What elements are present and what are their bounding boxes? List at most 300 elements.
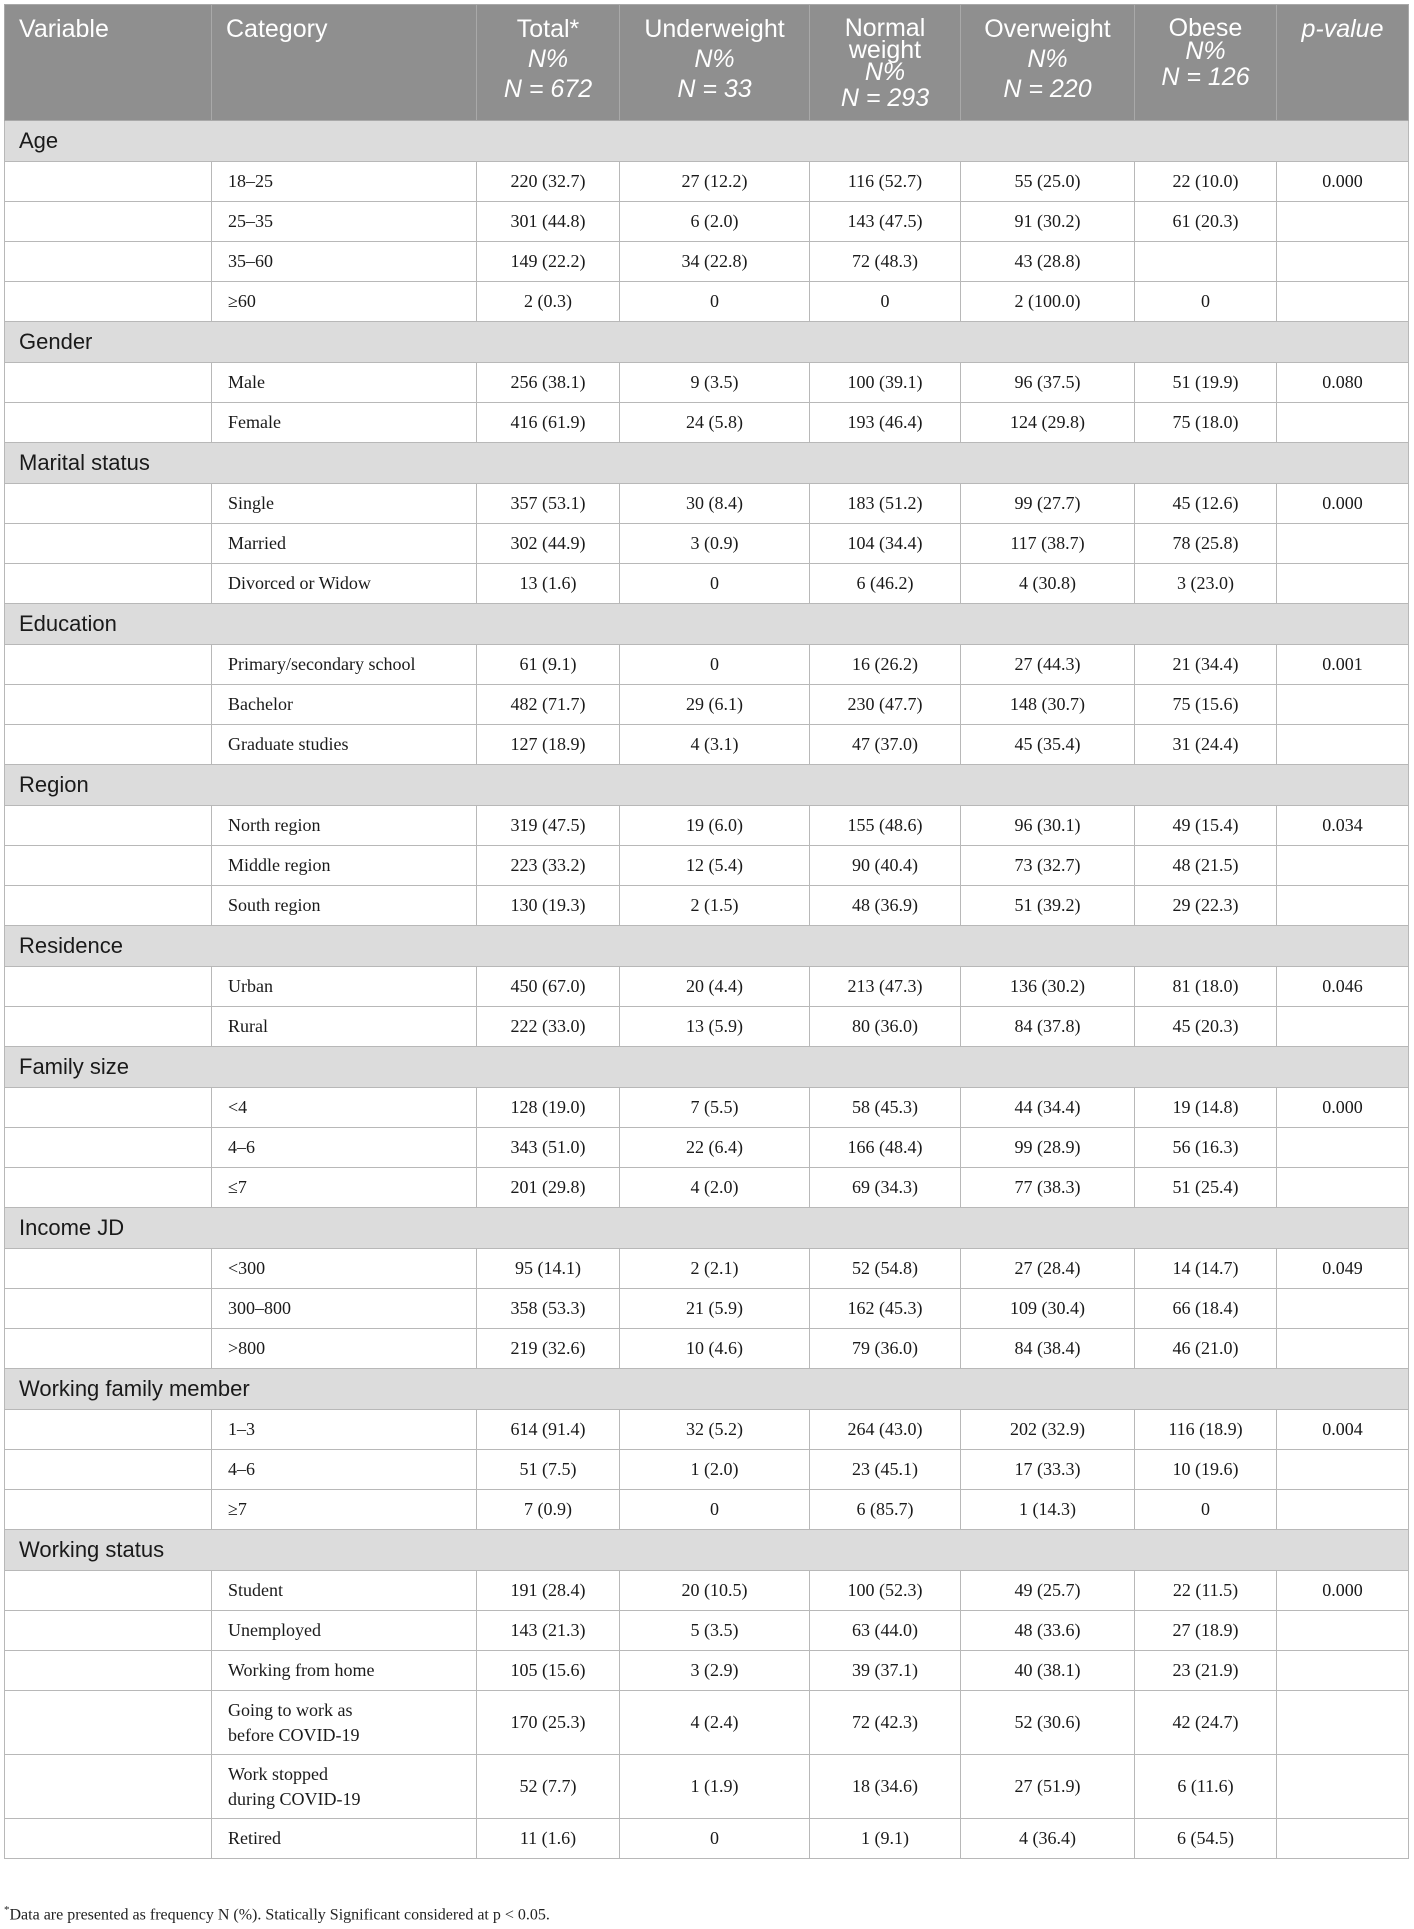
category-label: Middle region bbox=[228, 855, 331, 875]
obese-cell: 75 (18.0) bbox=[1135, 403, 1277, 443]
p-value-cell: 0.001 bbox=[1277, 645, 1409, 685]
category-label: ≥60 bbox=[228, 291, 256, 311]
p-value-cell: 0.034 bbox=[1277, 806, 1409, 846]
overweight-cell: 52 (30.6) bbox=[961, 1691, 1135, 1755]
section-label: Working status bbox=[5, 1530, 1409, 1571]
table-row bbox=[5, 1450, 1409, 1490]
section-row bbox=[5, 121, 1409, 162]
category-cell bbox=[212, 1611, 477, 1651]
p-value-cell bbox=[1277, 1007, 1409, 1047]
table-row bbox=[5, 1819, 1409, 1859]
obese-cell: 81 (18.0) bbox=[1135, 967, 1277, 1007]
table-row bbox=[5, 1691, 1409, 1755]
variable-cell bbox=[5, 282, 212, 322]
overweight-cell: 43 (28.8) bbox=[961, 242, 1135, 282]
total-cell: 11 (1.6) bbox=[477, 1819, 620, 1859]
header-normal-weight: Normal weight N% N = 293 bbox=[810, 5, 961, 121]
total-cell: 219 (32.6) bbox=[477, 1329, 620, 1369]
overweight-cell: 51 (39.2) bbox=[961, 886, 1135, 926]
normal-weight-cell: 100 (52.3) bbox=[810, 1571, 961, 1611]
header-variable: Variable bbox=[5, 5, 212, 121]
p-value-cell bbox=[1277, 1819, 1409, 1859]
underweight-cell: 0 bbox=[620, 1819, 810, 1859]
variable-cell bbox=[5, 1289, 212, 1329]
total-cell: 450 (67.0) bbox=[477, 967, 620, 1007]
normal-weight-cell: 72 (42.3) bbox=[810, 1691, 961, 1755]
section-label: Family size bbox=[5, 1047, 1409, 1088]
p-value-cell bbox=[1277, 1450, 1409, 1490]
total-cell: 358 (53.3) bbox=[477, 1289, 620, 1329]
category-label: 25–35 bbox=[228, 211, 273, 231]
obese-cell: 0 bbox=[1135, 282, 1277, 322]
category-cell bbox=[212, 1490, 477, 1530]
variable-cell bbox=[5, 886, 212, 926]
section-label: Education bbox=[5, 604, 1409, 645]
category-cell bbox=[212, 967, 477, 1007]
variable-cell bbox=[5, 162, 212, 202]
underweight-cell: 29 (6.1) bbox=[620, 685, 810, 725]
p-value-cell bbox=[1277, 685, 1409, 725]
overweight-cell: 99 (27.7) bbox=[961, 484, 1135, 524]
obese-cell: 3 (23.0) bbox=[1135, 564, 1277, 604]
p-value-cell bbox=[1277, 1755, 1409, 1819]
total-cell: 256 (38.1) bbox=[477, 363, 620, 403]
underweight-cell: 10 (4.6) bbox=[620, 1329, 810, 1369]
category-label: 1–3 bbox=[228, 1419, 255, 1439]
section-row bbox=[5, 765, 1409, 806]
underweight-cell: 4 (2.0) bbox=[620, 1168, 810, 1208]
obese-cell: 78 (25.8) bbox=[1135, 524, 1277, 564]
obese-cell: 6 (54.5) bbox=[1135, 1819, 1277, 1859]
category-label: <4 bbox=[228, 1097, 248, 1117]
section-row bbox=[5, 604, 1409, 645]
total-cell: 223 (33.2) bbox=[477, 846, 620, 886]
total-cell: 220 (32.7) bbox=[477, 162, 620, 202]
section-row bbox=[5, 1208, 1409, 1249]
total-cell: 7 (0.9) bbox=[477, 1490, 620, 1530]
section-label: Income JD bbox=[5, 1208, 1409, 1249]
underweight-cell: 0 bbox=[620, 1490, 810, 1530]
table-row bbox=[5, 363, 1409, 403]
category-label: Retired bbox=[228, 1828, 281, 1848]
obese-cell: 61 (20.3) bbox=[1135, 202, 1277, 242]
footnote bbox=[4, 1904, 550, 1924]
section-label: Age bbox=[5, 121, 1409, 162]
category-label: Student bbox=[228, 1580, 284, 1600]
p-value-cell bbox=[1277, 524, 1409, 564]
underweight-cell: 21 (5.9) bbox=[620, 1289, 810, 1329]
normal-weight-cell: 69 (34.3) bbox=[810, 1168, 961, 1208]
total-cell: 61 (9.1) bbox=[477, 645, 620, 685]
category-label: 4–6 bbox=[228, 1137, 255, 1157]
table-row bbox=[5, 967, 1409, 1007]
p-value-cell: 0.000 bbox=[1277, 1088, 1409, 1128]
table-row bbox=[5, 1571, 1409, 1611]
obese-cell: 10 (19.6) bbox=[1135, 1450, 1277, 1490]
table-row bbox=[5, 1410, 1409, 1450]
p-value-cell bbox=[1277, 1289, 1409, 1329]
table-row bbox=[5, 685, 1409, 725]
category-cell bbox=[212, 1088, 477, 1128]
normal-weight-cell: 213 (47.3) bbox=[810, 967, 961, 1007]
underweight-cell: 0 bbox=[620, 564, 810, 604]
underweight-cell: 30 (8.4) bbox=[620, 484, 810, 524]
underweight-cell: 4 (2.4) bbox=[620, 1691, 810, 1755]
normal-weight-cell: 58 (45.3) bbox=[810, 1088, 961, 1128]
table-row bbox=[5, 1490, 1409, 1530]
section-row bbox=[5, 322, 1409, 363]
total-cell: 2 (0.3) bbox=[477, 282, 620, 322]
overweight-cell: 27 (51.9) bbox=[961, 1755, 1135, 1819]
category-cell bbox=[212, 685, 477, 725]
variable-cell bbox=[5, 1128, 212, 1168]
underweight-cell: 22 (6.4) bbox=[620, 1128, 810, 1168]
table-row bbox=[5, 1168, 1409, 1208]
underweight-cell: 24 (5.8) bbox=[620, 403, 810, 443]
underweight-cell: 1 (2.0) bbox=[620, 1450, 810, 1490]
variable-cell bbox=[5, 363, 212, 403]
total-cell: 191 (28.4) bbox=[477, 1571, 620, 1611]
section-row bbox=[5, 443, 1409, 484]
normal-weight-cell: 166 (48.4) bbox=[810, 1128, 961, 1168]
table-row bbox=[5, 886, 1409, 926]
overweight-cell: 55 (25.0) bbox=[961, 162, 1135, 202]
category-label: South region bbox=[228, 895, 321, 915]
overweight-cell: 48 (33.6) bbox=[961, 1611, 1135, 1651]
obese-cell: 22 (10.0) bbox=[1135, 162, 1277, 202]
category-label: Female bbox=[228, 412, 281, 432]
obese-cell: 45 (20.3) bbox=[1135, 1007, 1277, 1047]
p-value-cell: 0.004 bbox=[1277, 1410, 1409, 1450]
total-cell: 343 (51.0) bbox=[477, 1128, 620, 1168]
variable-cell bbox=[5, 242, 212, 282]
category-label: Primary/secondary school bbox=[228, 654, 416, 674]
normal-weight-cell: 79 (36.0) bbox=[810, 1329, 961, 1369]
data-table bbox=[4, 4, 1409, 1859]
variable-cell bbox=[5, 725, 212, 765]
normal-weight-cell: 23 (45.1) bbox=[810, 1450, 961, 1490]
section-label: Gender bbox=[5, 322, 1409, 363]
table-wrapper bbox=[4, 4, 1408, 1859]
normal-weight-cell: 116 (52.7) bbox=[810, 162, 961, 202]
variable-cell bbox=[5, 1329, 212, 1369]
normal-weight-cell: 100 (39.1) bbox=[810, 363, 961, 403]
section-row bbox=[5, 1369, 1409, 1410]
obese-cell: 14 (14.7) bbox=[1135, 1249, 1277, 1289]
underweight-cell: 6 (2.0) bbox=[620, 202, 810, 242]
total-cell: 170 (25.3) bbox=[477, 1691, 620, 1755]
obese-cell bbox=[1135, 242, 1277, 282]
obese-cell: 42 (24.7) bbox=[1135, 1691, 1277, 1755]
total-cell: 482 (71.7) bbox=[477, 685, 620, 725]
obese-cell: 19 (14.8) bbox=[1135, 1088, 1277, 1128]
p-value-cell: 0.049 bbox=[1277, 1249, 1409, 1289]
table-row bbox=[5, 282, 1409, 322]
total-cell: 128 (19.0) bbox=[477, 1088, 620, 1128]
variable-cell bbox=[5, 1249, 212, 1289]
category-label: 35–60 bbox=[228, 251, 273, 271]
section-label: Working family member bbox=[5, 1369, 1409, 1410]
p-value-cell: 0.000 bbox=[1277, 1571, 1409, 1611]
obese-cell: 51 (25.4) bbox=[1135, 1168, 1277, 1208]
normal-weight-cell: 0 bbox=[810, 282, 961, 322]
total-cell: 130 (19.3) bbox=[477, 886, 620, 926]
table-row bbox=[5, 846, 1409, 886]
normal-weight-cell: 1 (9.1) bbox=[810, 1819, 961, 1859]
category-label-line2: during COVID-19 bbox=[228, 1788, 361, 1809]
table-row bbox=[5, 484, 1409, 524]
category-cell bbox=[212, 524, 477, 564]
total-cell: 13 (1.6) bbox=[477, 564, 620, 604]
p-value-cell: 0.080 bbox=[1277, 363, 1409, 403]
category-cell bbox=[212, 282, 477, 322]
normal-weight-cell: 48 (36.9) bbox=[810, 886, 961, 926]
overweight-cell: 84 (37.8) bbox=[961, 1007, 1135, 1047]
p-value-cell bbox=[1277, 725, 1409, 765]
normal-weight-cell: 6 (46.2) bbox=[810, 564, 961, 604]
p-value-cell bbox=[1277, 1691, 1409, 1755]
underweight-cell: 2 (2.1) bbox=[620, 1249, 810, 1289]
p-value-cell bbox=[1277, 1128, 1409, 1168]
table-row bbox=[5, 1329, 1409, 1369]
obese-cell: 31 (24.4) bbox=[1135, 725, 1277, 765]
total-cell: 149 (22.2) bbox=[477, 242, 620, 282]
category-cell bbox=[212, 484, 477, 524]
overweight-cell: 84 (38.4) bbox=[961, 1329, 1135, 1369]
normal-weight-cell: 104 (34.4) bbox=[810, 524, 961, 564]
section-row bbox=[5, 1047, 1409, 1088]
category-cell bbox=[212, 564, 477, 604]
total-cell: 302 (44.9) bbox=[477, 524, 620, 564]
total-cell: 222 (33.0) bbox=[477, 1007, 620, 1047]
underweight-cell: 19 (6.0) bbox=[620, 806, 810, 846]
variable-cell bbox=[5, 1088, 212, 1128]
category-cell bbox=[212, 1651, 477, 1691]
normal-weight-cell: 39 (37.1) bbox=[810, 1651, 961, 1691]
category-label: Divorced or Widow bbox=[228, 573, 371, 593]
category-label: Married bbox=[228, 533, 286, 553]
overweight-cell: 27 (44.3) bbox=[961, 645, 1135, 685]
category-cell bbox=[212, 1289, 477, 1329]
header-overweight: Overweight N% N = 220 bbox=[961, 5, 1135, 121]
variable-cell bbox=[5, 1691, 212, 1755]
variable-cell bbox=[5, 645, 212, 685]
category-cell bbox=[212, 846, 477, 886]
variable-cell bbox=[5, 484, 212, 524]
category-cell bbox=[212, 1007, 477, 1047]
total-cell: 357 (53.1) bbox=[477, 484, 620, 524]
total-cell: 105 (15.6) bbox=[477, 1651, 620, 1691]
normal-weight-cell: 90 (40.4) bbox=[810, 846, 961, 886]
normal-weight-cell: 16 (26.2) bbox=[810, 645, 961, 685]
normal-weight-cell: 183 (51.2) bbox=[810, 484, 961, 524]
header-total: Total* N% N = 672 bbox=[477, 5, 620, 121]
header-p-value: p-value bbox=[1277, 5, 1409, 121]
category-cell bbox=[212, 725, 477, 765]
total-cell: 614 (91.4) bbox=[477, 1410, 620, 1450]
underweight-cell: 20 (4.4) bbox=[620, 967, 810, 1007]
normal-weight-cell: 47 (37.0) bbox=[810, 725, 961, 765]
category-label: Going to work as bbox=[228, 1699, 353, 1720]
overweight-cell: 96 (37.5) bbox=[961, 363, 1135, 403]
underweight-cell: 27 (12.2) bbox=[620, 162, 810, 202]
p-value-cell bbox=[1277, 242, 1409, 282]
category-label: Work stopped bbox=[228, 1763, 329, 1784]
variable-cell bbox=[5, 403, 212, 443]
underweight-cell: 32 (5.2) bbox=[620, 1410, 810, 1450]
variable-cell bbox=[5, 1819, 212, 1859]
variable-cell bbox=[5, 1651, 212, 1691]
obese-cell: 48 (21.5) bbox=[1135, 846, 1277, 886]
category-label: Urban bbox=[228, 976, 273, 996]
section-label: Region bbox=[5, 765, 1409, 806]
normal-weight-cell: 162 (45.3) bbox=[810, 1289, 961, 1329]
obese-cell: 75 (15.6) bbox=[1135, 685, 1277, 725]
obese-cell: 0 bbox=[1135, 1490, 1277, 1530]
table-row bbox=[5, 645, 1409, 685]
variable-cell bbox=[5, 1007, 212, 1047]
table-row bbox=[5, 1611, 1409, 1651]
obese-cell: 56 (16.3) bbox=[1135, 1128, 1277, 1168]
overweight-cell: 96 (30.1) bbox=[961, 806, 1135, 846]
normal-weight-cell: 18 (34.6) bbox=[810, 1755, 961, 1819]
category-label: Rural bbox=[228, 1016, 268, 1036]
obese-cell: 45 (12.6) bbox=[1135, 484, 1277, 524]
p-value-cell bbox=[1277, 886, 1409, 926]
category-label: ≤7 bbox=[228, 1177, 247, 1197]
normal-weight-cell: 80 (36.0) bbox=[810, 1007, 961, 1047]
header-underweight: Underweight N% N = 33 bbox=[620, 5, 810, 121]
obese-cell: 23 (21.9) bbox=[1135, 1651, 1277, 1691]
category-label: Single bbox=[228, 493, 275, 513]
category-label: 300–800 bbox=[228, 1298, 291, 1318]
overweight-cell: 136 (30.2) bbox=[961, 967, 1135, 1007]
table-row bbox=[5, 162, 1409, 202]
normal-weight-cell: 155 (48.6) bbox=[810, 806, 961, 846]
overweight-cell: 99 (28.9) bbox=[961, 1128, 1135, 1168]
table-row bbox=[5, 1755, 1409, 1819]
table-body bbox=[5, 121, 1409, 1859]
normal-weight-cell: 143 (47.5) bbox=[810, 202, 961, 242]
category-cell bbox=[212, 1571, 477, 1611]
category-label: Working from home bbox=[228, 1660, 375, 1680]
overweight-cell: 91 (30.2) bbox=[961, 202, 1135, 242]
table-row bbox=[5, 806, 1409, 846]
variable-cell bbox=[5, 846, 212, 886]
overweight-cell: 124 (29.8) bbox=[961, 403, 1135, 443]
category-label: ≥7 bbox=[228, 1499, 247, 1519]
section-label: Residence bbox=[5, 926, 1409, 967]
underweight-cell: 0 bbox=[620, 645, 810, 685]
normal-weight-cell: 264 (43.0) bbox=[810, 1410, 961, 1450]
category-cell bbox=[212, 162, 477, 202]
table-row bbox=[5, 1128, 1409, 1168]
overweight-cell: 2 (100.0) bbox=[961, 282, 1135, 322]
p-value-cell bbox=[1277, 202, 1409, 242]
total-cell: 143 (21.3) bbox=[477, 1611, 620, 1651]
total-cell: 319 (47.5) bbox=[477, 806, 620, 846]
overweight-cell: 73 (32.7) bbox=[961, 846, 1135, 886]
underweight-cell: 3 (2.9) bbox=[620, 1651, 810, 1691]
variable-cell bbox=[5, 1571, 212, 1611]
normal-weight-cell: 6 (85.7) bbox=[810, 1490, 961, 1530]
category-label: 18–25 bbox=[228, 171, 273, 191]
overweight-cell: 148 (30.7) bbox=[961, 685, 1135, 725]
category-cell bbox=[212, 1819, 477, 1859]
variable-cell bbox=[5, 524, 212, 564]
table-row bbox=[5, 524, 1409, 564]
table-header bbox=[5, 5, 1409, 121]
variable-cell bbox=[5, 1410, 212, 1450]
table-row bbox=[5, 564, 1409, 604]
obese-cell: 27 (18.9) bbox=[1135, 1611, 1277, 1651]
normal-weight-cell: 230 (47.7) bbox=[810, 685, 961, 725]
total-cell: 127 (18.9) bbox=[477, 725, 620, 765]
obese-cell: 29 (22.3) bbox=[1135, 886, 1277, 926]
overweight-cell: 109 (30.4) bbox=[961, 1289, 1135, 1329]
category-cell bbox=[212, 645, 477, 685]
underweight-cell: 5 (3.5) bbox=[620, 1611, 810, 1651]
underweight-cell: 20 (10.5) bbox=[620, 1571, 810, 1611]
category-cell bbox=[212, 202, 477, 242]
overweight-cell: 45 (35.4) bbox=[961, 725, 1135, 765]
obese-cell: 6 (11.6) bbox=[1135, 1755, 1277, 1819]
overweight-cell: 4 (36.4) bbox=[961, 1819, 1135, 1859]
overweight-cell: 77 (38.3) bbox=[961, 1168, 1135, 1208]
table-row bbox=[5, 403, 1409, 443]
obese-cell: 21 (34.4) bbox=[1135, 645, 1277, 685]
category-label: Graduate studies bbox=[228, 734, 349, 754]
overweight-cell: 117 (38.7) bbox=[961, 524, 1135, 564]
variable-cell bbox=[5, 1168, 212, 1208]
p-value-cell bbox=[1277, 282, 1409, 322]
underweight-cell: 0 bbox=[620, 282, 810, 322]
p-value-cell: 0.000 bbox=[1277, 484, 1409, 524]
total-cell: 51 (7.5) bbox=[477, 1450, 620, 1490]
category-label-line2: before COVID-19 bbox=[228, 1724, 360, 1745]
table-row bbox=[5, 202, 1409, 242]
obese-cell: 46 (21.0) bbox=[1135, 1329, 1277, 1369]
obese-cell: 51 (19.9) bbox=[1135, 363, 1277, 403]
overweight-cell: 27 (28.4) bbox=[961, 1249, 1135, 1289]
table-row bbox=[5, 1651, 1409, 1691]
category-cell bbox=[212, 1450, 477, 1490]
obese-cell: 22 (11.5) bbox=[1135, 1571, 1277, 1611]
normal-weight-cell: 52 (54.8) bbox=[810, 1249, 961, 1289]
underweight-cell: 34 (22.8) bbox=[620, 242, 810, 282]
section-row bbox=[5, 926, 1409, 967]
variable-cell bbox=[5, 1611, 212, 1651]
overweight-cell: 4 (30.8) bbox=[961, 564, 1135, 604]
underweight-cell: 13 (5.9) bbox=[620, 1007, 810, 1047]
category-label: Bachelor bbox=[228, 694, 293, 714]
p-value-cell: 0.000 bbox=[1277, 162, 1409, 202]
table-row bbox=[5, 242, 1409, 282]
variable-cell bbox=[5, 202, 212, 242]
category-label: North region bbox=[228, 815, 321, 835]
p-value-cell bbox=[1277, 1329, 1409, 1369]
table-row bbox=[5, 1249, 1409, 1289]
variable-cell bbox=[5, 1450, 212, 1490]
underweight-cell: 4 (3.1) bbox=[620, 725, 810, 765]
normal-weight-cell: 72 (48.3) bbox=[810, 242, 961, 282]
total-cell: 95 (14.1) bbox=[477, 1249, 620, 1289]
p-value-cell bbox=[1277, 1611, 1409, 1651]
normal-weight-cell: 193 (46.4) bbox=[810, 403, 961, 443]
variable-cell bbox=[5, 806, 212, 846]
category-cell bbox=[212, 1755, 477, 1819]
variable-cell bbox=[5, 685, 212, 725]
